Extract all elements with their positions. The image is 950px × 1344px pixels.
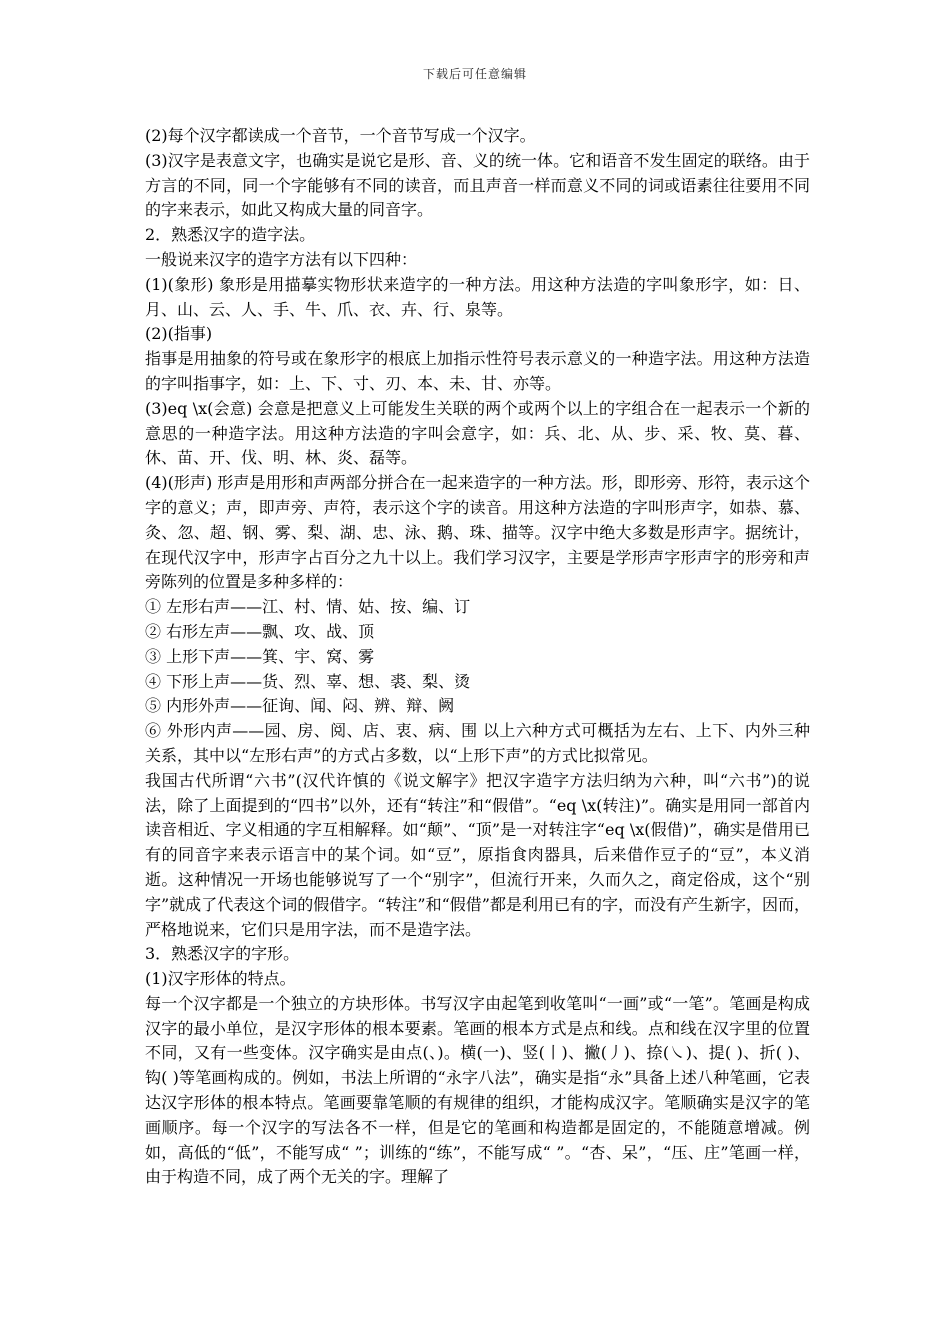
list-item: ⑥ 外形内声——园、房、阅、店、衷、病、围 以上六种方式可概括为左右、上下、内外三种关系，其中以“左形右声”的方式占多数，以“上形下声”的方式比拟常见。 bbox=[145, 721, 810, 765]
paragraph: (3)汉字是表意文字，也确实是说它是形、音、义的统一体。它和语音不发生固定的联络。由于方言的不同，同一个字能够有不同的读音，而且声音一样而意义不同的词或语素往往要用不同的字来表示，如此又构成大量的同音字。 bbox=[145, 150, 810, 220]
paragraph: (2)每个汉字都读成一个音节，一个音节写成一个汉字。 bbox=[145, 126, 536, 145]
paragraph: (4)(形声) 形声是用形和声两部分拼合在一起来造字的一种方法。形，即形旁、形符，表示这个字的意义；声，即声旁、声符，表示这个字的读音。用这种方法造的字叫形声字，如恭、慕、灸、忽、超、钢、雾、梨、湖、忠、泳、鹅、珠、描等。汉字中绝大多数是形声字。据统计，在现代汉字中，形声字占百分之九十以上。我们学习汉字，主要是学形声字形声字的形旁和声旁陈列的位置是多种多样的： bbox=[145, 473, 810, 592]
subsection-heading: (1)汉字形体的特点。 bbox=[145, 969, 296, 989]
paragraph: 指事是用抽象的符号或在象形字的根底上加指示性符号表示意义的一种造字法。用这种方法造的字叫指事字，如：上、下、寸、刃、本、未、甘、亦等。 bbox=[145, 349, 810, 393]
list-item: ① 左形右声——江、村、情、姑、按、编、订 bbox=[145, 597, 471, 617]
paragraph: 我国古代所谓“六书”(汉代许慎的《说文解字》把汉字造字方法归纳为六种，叫“六书”)的说法，除了上面提到的“四书”以外，还有“转注”和“假借”。“eq \x(转注)”。确实是用同一部首内读音相近、字义相通的字互相解释。如“颠”、“顶”是一对转注字“eq \x(假借)”，确实是借用已有的同音字来表示语言中的某个词。如“豆”，原指食肉器具，后来借作豆子的“豆”，本义消逝。这种情况一开场也能够说写了一个“别字”，但流行开来，久而久之，商定俗成，这个“别字”就成了代表这个词的假借字。“转注”和“假借”都是利用已有的字，而没有产生新字，因而，严格地说来，它们只是用字法，而不是造字法。 bbox=[145, 770, 810, 939]
section-heading: 3．熟悉汉字的字形。 bbox=[145, 944, 300, 964]
page-header: 下载后可任意编辑 bbox=[422, 67, 527, 81]
paragraph: 一般说来汉字的造字方法有以下四种： bbox=[145, 249, 418, 269]
list-item: ④ 下形上声——货、烈、辜、想、裘、梨、烫 bbox=[145, 671, 471, 691]
list-item: ③ 上形下声——箕、宇、窝、雾 bbox=[145, 646, 375, 666]
paragraph: (1)(象形) 象形是用描摹实物形状来造字的一种方法。用这种方法造的字叫象形字，如：日、月、山、云、人、手、牛、爪、衣、卉、行、泉等。 bbox=[145, 274, 810, 319]
paragraph: (3)eq \x(会意) 会意是把意义上可能发生关联的两个或两个以上的字组合在一起表示一个新的意思的一种造字法。用这种方法造的字叫会意字，如：兵、北、从、步、采、牧、莫、暮、休、苗、开、伐、明、林、炎、磊等。 bbox=[145, 398, 810, 468]
section-heading: 2．熟悉汉字的造字法。 bbox=[145, 225, 316, 245]
paragraph: (2)(指事) bbox=[145, 324, 213, 344]
list-item: ② 右形左声——飘、攻、战、顶 bbox=[145, 621, 375, 641]
list-item: ⑤ 内形外声——征询、闻、闷、辨、辩、阙 bbox=[145, 696, 455, 716]
paragraph: 每一个汉字都是一个独立的方块形体。书写汉字由起笔到收笔叫“一画”或“一笔”。笔画是构成汉字的最小单位，是汉字形体的根本要素。笔画的根本方式是点和线。点和线在汉字里的位置不同，又有一些变体。汉字确实是由点(、)。横(一)、竖(丨)、撇(丿)、捺(㇏)、提( )、折( )、钩( )等笔画构成的。例如，书法上所谓的“永字八法”，确实是指“永”具备上述八种笔画，它表达汉字形体的根本特点。笔画要靠笔顺的有规律的组织，才能构成汉字。笔顺确实是汉字的笔画顺序。每一个汉字的写法各不一样，但是它的笔画和构造都是固定的，不能随意增减。例如，高低的“低”，不能写成“ ”；训练的“练”，不能写成“ ”。“杏、呆”，“压、庄”笔画一样，由于构造不同，成了两个无关的字。理解了 bbox=[145, 993, 810, 1187]
document-body bbox=[145, 124, 810, 1190]
